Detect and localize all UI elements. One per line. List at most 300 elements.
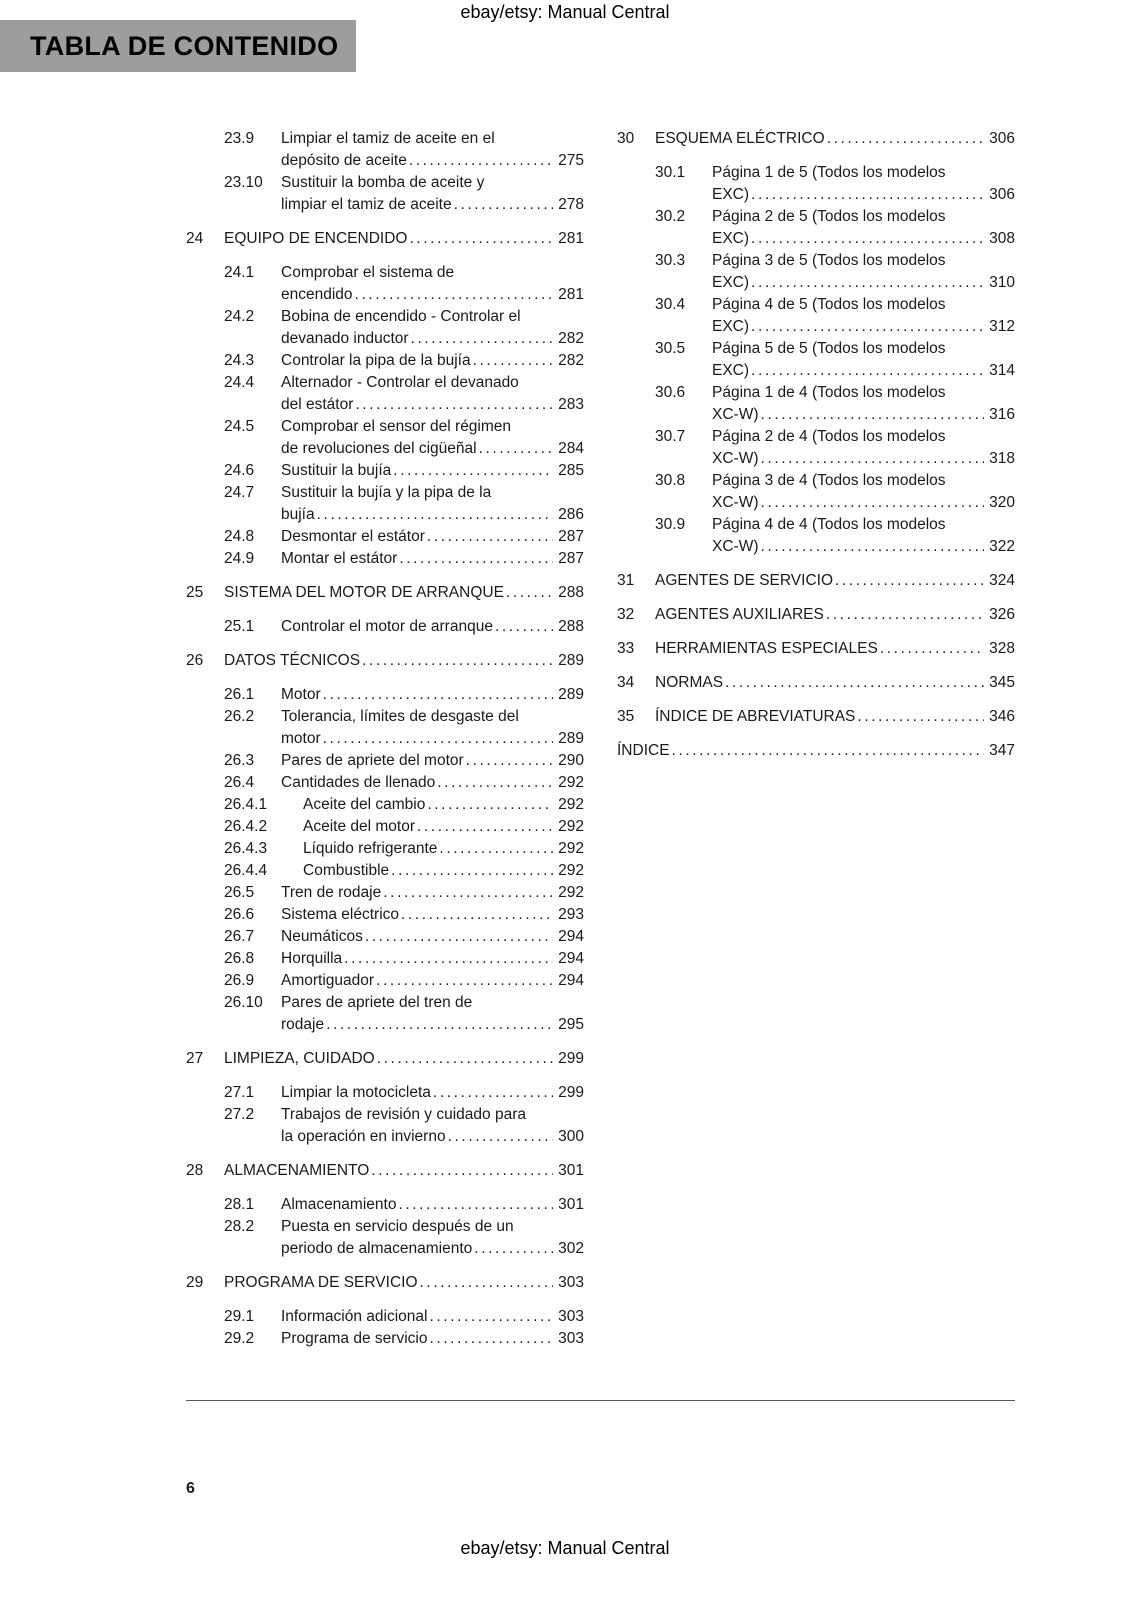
toc-entry-last-line bbox=[224, 1160, 584, 1182]
toc-entry-body bbox=[224, 1272, 584, 1294]
toc-entry-number: 24.2 bbox=[224, 308, 255, 325]
toc-entry-number: 30.3 bbox=[655, 252, 686, 269]
toc-entry-title-line: HERRAMIENTAS ESPECIALES bbox=[655, 640, 878, 657]
toc-entry bbox=[186, 1194, 584, 1216]
leader-dots bbox=[427, 794, 553, 816]
toc-entry-title-line: XC-W) bbox=[712, 494, 759, 511]
toc-entry bbox=[617, 638, 1015, 660]
leader-dots bbox=[761, 448, 985, 470]
toc-entry-title-line: ÍNDICE bbox=[617, 742, 670, 759]
toc-entry-number: 23.9 bbox=[224, 130, 255, 147]
toc-entry bbox=[186, 306, 584, 350]
toc-entry-number: 30 bbox=[617, 130, 635, 147]
toc-entry-number: 34 bbox=[617, 674, 635, 691]
leader-dots bbox=[827, 128, 984, 150]
toc-entry-page: 324 bbox=[989, 572, 1015, 589]
toc-entry-body bbox=[281, 416, 584, 460]
toc-entry bbox=[617, 338, 1015, 382]
toc-entry-title-line: EXC) bbox=[712, 186, 750, 203]
toc-entry-last-line bbox=[303, 794, 584, 816]
toc-entry-title-line: Alternador - Controlar el devanado bbox=[281, 374, 519, 391]
toc-entry-page: 322 bbox=[989, 538, 1015, 555]
toc-entry bbox=[186, 706, 584, 750]
toc-entry-body bbox=[281, 772, 584, 794]
toc-entry-title-line: Controlar el motor de arranque bbox=[281, 618, 493, 635]
toc-entry-number: 26 bbox=[186, 652, 204, 669]
toc-entry-number: 26.7 bbox=[224, 928, 255, 945]
toc-entry bbox=[186, 1160, 584, 1182]
toc-entry bbox=[617, 382, 1015, 426]
toc-entry-body bbox=[281, 882, 584, 904]
toc-entry-last-line bbox=[281, 948, 584, 970]
toc-entry-last-line bbox=[281, 284, 584, 306]
toc-entry-number: 26.8 bbox=[224, 950, 255, 967]
toc-entry-title-line: Sustituir la bomba de aceite y bbox=[281, 174, 485, 191]
toc-entry-last-line bbox=[224, 1048, 584, 1070]
toc-entry-title-line: Página 3 de 5 (Todos los modelos bbox=[712, 252, 946, 269]
toc-entry-last-line bbox=[281, 328, 584, 350]
toc-entry bbox=[186, 262, 584, 306]
toc-entry-body bbox=[281, 706, 584, 750]
toc-entry-page: 292 bbox=[558, 818, 584, 835]
leader-dots bbox=[409, 228, 553, 250]
toc-entry-title-line: depósito de aceite bbox=[281, 152, 407, 169]
toc-entry bbox=[186, 816, 584, 838]
toc-entry-body bbox=[281, 970, 584, 992]
toc-entry-title-line: Página 4 de 5 (Todos los modelos bbox=[712, 296, 946, 313]
toc-entry-number: 26.4.4 bbox=[224, 862, 268, 879]
toc-entry-title-line: Motor bbox=[281, 686, 321, 703]
toc-entry-body bbox=[281, 1306, 584, 1328]
toc-entry-number: 26.4.2 bbox=[224, 818, 268, 835]
toc-entry-last-line bbox=[655, 128, 1015, 150]
toc-entry-title-line: Comprobar el sistema de bbox=[281, 264, 455, 281]
leader-dots bbox=[826, 604, 984, 626]
toc-entry-last-line bbox=[281, 438, 584, 460]
toc-entry-body bbox=[281, 948, 584, 970]
toc-column-right bbox=[617, 128, 1015, 1350]
leader-dots bbox=[317, 504, 554, 526]
toc-entry-last-line bbox=[224, 582, 584, 604]
toc-entry bbox=[617, 570, 1015, 592]
toc-entry-number: 26.4 bbox=[224, 774, 255, 791]
toc-entry-body bbox=[281, 460, 584, 482]
toc-entry-page: 292 bbox=[558, 884, 584, 901]
toc-entry-title-line: devanado inductor bbox=[281, 330, 409, 347]
toc-entry-number: 30.4 bbox=[655, 296, 686, 313]
toc-entry-number: 30.5 bbox=[655, 340, 686, 357]
toc-entry-body bbox=[712, 250, 1015, 294]
toc-entry-last-line bbox=[281, 460, 584, 482]
toc-entry-body bbox=[281, 350, 584, 372]
toc-entry-last-line bbox=[281, 1328, 584, 1350]
leader-dots bbox=[429, 1328, 553, 1350]
toc-entry bbox=[186, 992, 584, 1036]
toc-entry bbox=[186, 172, 584, 216]
leader-dots bbox=[383, 882, 553, 904]
toc-entry-page: 306 bbox=[989, 186, 1015, 203]
toc-entry-number: 30.7 bbox=[655, 428, 686, 445]
toc-entry-page: 275 bbox=[558, 152, 584, 169]
toc-entry-last-line bbox=[712, 360, 1015, 382]
toc-entry-page: 281 bbox=[558, 286, 584, 303]
toc-entry-last-line bbox=[281, 350, 584, 372]
toc-entry-last-line bbox=[281, 882, 584, 904]
toc-entry bbox=[617, 514, 1015, 558]
toc-entry-title-line: Amortiguador bbox=[281, 972, 375, 989]
toc-entry-title-line: Pares de apriete del tren de bbox=[281, 994, 473, 1011]
leader-dots bbox=[857, 706, 984, 728]
toc-entry bbox=[186, 372, 584, 416]
leader-dots bbox=[326, 1014, 553, 1036]
toc-entry-body bbox=[281, 262, 584, 306]
toc-entry bbox=[186, 926, 584, 948]
toc-entry-body bbox=[281, 372, 584, 416]
toc-entry-page: 314 bbox=[989, 362, 1015, 379]
toc-entry-title-line: ALMACENAMIENTO bbox=[224, 1162, 370, 1179]
toc-entry-title-line: EXC) bbox=[712, 318, 750, 335]
toc-entry bbox=[617, 162, 1015, 206]
toc-entry-last-line bbox=[712, 272, 1015, 294]
toc-entry-body bbox=[712, 206, 1015, 250]
toc-entry bbox=[617, 672, 1015, 694]
toc-entry bbox=[186, 228, 584, 250]
toc-entry-last-line bbox=[281, 504, 584, 526]
toc-entry-last-line bbox=[281, 1082, 584, 1104]
toc-entry-title-line: Bobina de encendido - Controlar el bbox=[281, 308, 521, 325]
leader-dots bbox=[454, 194, 554, 216]
leader-dots bbox=[401, 904, 553, 926]
leader-dots bbox=[439, 838, 553, 860]
toc-entry-body bbox=[303, 816, 584, 838]
toc-entry-body bbox=[281, 128, 584, 172]
toc-entry-page: 295 bbox=[558, 1016, 584, 1033]
toc-entry-body bbox=[712, 294, 1015, 338]
toc-entry-body bbox=[655, 570, 1015, 592]
toc-entry-last-line bbox=[281, 548, 584, 570]
toc-entry-title-line: Página 1 de 5 (Todos los modelos bbox=[712, 164, 946, 181]
toc-entry-page: 299 bbox=[558, 1050, 584, 1067]
toc-entry-title-line: DATOS TÉCNICOS bbox=[224, 652, 361, 669]
toc-entry-number: 27.1 bbox=[224, 1084, 255, 1101]
leader-dots bbox=[751, 228, 984, 250]
toc-entry-body bbox=[281, 1104, 584, 1148]
leader-dots bbox=[448, 1126, 554, 1148]
toc-entry-title-line: Programa de servicio bbox=[281, 1330, 428, 1347]
toc-entry bbox=[617, 294, 1015, 338]
toc-entry-title-line: Información adicional bbox=[281, 1308, 428, 1325]
toc-entry-body bbox=[281, 904, 584, 926]
toc-entry-body bbox=[281, 548, 584, 570]
toc-entry bbox=[186, 772, 584, 794]
toc-entry-page: 288 bbox=[558, 584, 584, 601]
toc-entry-last-line bbox=[712, 228, 1015, 250]
toc-entry-page: 306 bbox=[989, 130, 1015, 147]
toc-entry-last-line bbox=[281, 772, 584, 794]
toc-entry bbox=[617, 128, 1015, 150]
toc-entry-number: 26.10 bbox=[224, 994, 263, 1011]
toc-entry-title-line: Neumáticos bbox=[281, 928, 363, 945]
toc-entry-page: 300 bbox=[558, 1128, 584, 1145]
toc-entry-title-line: Sistema eléctrico bbox=[281, 906, 400, 923]
toc-entry-title-line: XC-W) bbox=[712, 450, 759, 467]
toc-column-left bbox=[186, 128, 584, 1350]
toc-entry-page: 289 bbox=[558, 730, 584, 747]
leader-dots bbox=[355, 284, 554, 306]
toc-entry-last-line bbox=[281, 1238, 584, 1260]
toc-entry-title-line: Líquido refrigerante bbox=[303, 840, 438, 857]
toc-entry-number: 26.1 bbox=[224, 686, 255, 703]
toc-entry-page: 316 bbox=[989, 406, 1015, 423]
toc-entry-body bbox=[303, 860, 584, 882]
leader-dots bbox=[393, 460, 553, 482]
leader-dots bbox=[880, 638, 984, 660]
toc-entry-page: 286 bbox=[558, 506, 584, 523]
toc-entry-title-line: Desmontar el estátor bbox=[281, 528, 425, 545]
toc-entry-last-line bbox=[281, 150, 584, 172]
toc-entry-body bbox=[712, 162, 1015, 206]
toc-entry bbox=[186, 948, 584, 970]
toc-entry-body bbox=[224, 650, 584, 672]
toc-entry bbox=[186, 882, 584, 904]
toc-entry bbox=[186, 1104, 584, 1148]
toc-entry-title-line: AGENTES AUXILIARES bbox=[655, 606, 824, 623]
toc-entry-last-line bbox=[712, 184, 1015, 206]
toc-entry-number: 26.6 bbox=[224, 906, 255, 923]
toc-entry-title-line: EXC) bbox=[712, 230, 750, 247]
toc-entry-number: 30.1 bbox=[655, 164, 686, 181]
toc-entry-page: 301 bbox=[558, 1162, 584, 1179]
toc-entry-title-line: Página 2 de 5 (Todos los modelos bbox=[712, 208, 946, 225]
toc-entry-page: 299 bbox=[558, 1084, 584, 1101]
leader-dots bbox=[761, 536, 985, 558]
toc-entry-number: 26.9 bbox=[224, 972, 255, 989]
toc-entry-title-line: Aceite del cambio bbox=[303, 796, 426, 813]
toc-entry-page: 303 bbox=[558, 1274, 584, 1291]
toc-entry-body bbox=[224, 582, 584, 604]
toc-entry bbox=[186, 904, 584, 926]
toc-entry-number: 24.4 bbox=[224, 374, 255, 391]
toc-entry-title-line: Sustituir la bujía y la pipa de la bbox=[281, 484, 492, 501]
toc-entry-last-line bbox=[281, 1306, 584, 1328]
toc-entry-page: 294 bbox=[558, 950, 584, 967]
toc-entry-page: 283 bbox=[558, 396, 584, 413]
toc-entry-page: 289 bbox=[558, 686, 584, 703]
toc-entry bbox=[617, 706, 1015, 728]
toc-entry-title-line: Almacenamiento bbox=[281, 1196, 397, 1213]
leader-dots bbox=[466, 750, 553, 772]
toc-entry bbox=[186, 128, 584, 172]
toc-entry-number: 24.8 bbox=[224, 528, 255, 545]
toc-entry-last-line bbox=[712, 316, 1015, 338]
leader-dots bbox=[409, 150, 553, 172]
toc-entry bbox=[617, 426, 1015, 470]
toc-entry-page: 328 bbox=[989, 640, 1015, 657]
toc-entry-number: 24.7 bbox=[224, 484, 255, 501]
toc-entry-number: 30.8 bbox=[655, 472, 686, 489]
toc-entry bbox=[186, 548, 584, 570]
toc-entry-body bbox=[281, 482, 584, 526]
toc-entry-number: 28.2 bbox=[224, 1218, 255, 1235]
toc-entry-last-line bbox=[281, 394, 584, 416]
toc-entry-body bbox=[655, 672, 1015, 694]
footer-page-number: 6 bbox=[186, 1480, 195, 1497]
toc-entry-body bbox=[281, 1216, 584, 1260]
toc-entry-last-line bbox=[224, 650, 584, 672]
toc-entry-last-line bbox=[281, 684, 584, 706]
toc-entry-body bbox=[303, 794, 584, 816]
leader-dots bbox=[362, 650, 553, 672]
toc-entry-number: 25.1 bbox=[224, 618, 255, 635]
toc-entry-title-line: Aceite del motor bbox=[303, 818, 415, 835]
leader-dots bbox=[411, 328, 554, 350]
toc-entry-title-line: Sustituir la bujía bbox=[281, 462, 392, 479]
leader-dots bbox=[391, 860, 553, 882]
leader-dots bbox=[751, 184, 984, 206]
toc-entry bbox=[617, 740, 1015, 762]
leader-dots bbox=[365, 926, 553, 948]
toc-entry-number: 27.2 bbox=[224, 1106, 255, 1123]
toc-entry-page: 347 bbox=[989, 742, 1015, 759]
toc-entry-title-line: de revoluciones del cigüeñal bbox=[281, 440, 477, 457]
toc-entry-number: 28 bbox=[186, 1162, 204, 1179]
toc-entry-title-line: rodaje bbox=[281, 1016, 325, 1033]
leader-dots bbox=[835, 570, 984, 592]
toc-entry-number: 29.1 bbox=[224, 1308, 255, 1325]
toc-entry-number: 35 bbox=[617, 708, 635, 725]
toc-entry-body bbox=[281, 1194, 584, 1216]
toc-entry-number: 24.1 bbox=[224, 264, 255, 281]
toc-entry bbox=[186, 970, 584, 992]
toc-entry-title-line: Página 4 de 4 (Todos los modelos bbox=[712, 516, 946, 533]
toc-entry-title-line: Página 2 de 4 (Todos los modelos bbox=[712, 428, 946, 445]
toc-entry-number: 24.6 bbox=[224, 462, 255, 479]
toc-entry-page: 326 bbox=[989, 606, 1015, 623]
toc-entry-body bbox=[655, 638, 1015, 660]
leader-dots bbox=[725, 672, 984, 694]
toc-entry-title-line: Combustible bbox=[303, 862, 390, 879]
toc-entry-page: 287 bbox=[558, 528, 584, 545]
leader-dots bbox=[473, 350, 554, 372]
toc-entry-number: 30.6 bbox=[655, 384, 686, 401]
toc-entry-number: 26.4.3 bbox=[224, 840, 268, 857]
toc-entry-title-line: periodo de almacenamiento bbox=[281, 1240, 473, 1257]
toc-entry-number: 33 bbox=[617, 640, 635, 657]
toc-entry-title-line: Puesta en servicio después de un bbox=[281, 1218, 514, 1235]
toc-entry-body bbox=[655, 128, 1015, 150]
toc-entry bbox=[186, 416, 584, 460]
toc-entry-body bbox=[281, 992, 584, 1036]
leader-dots bbox=[479, 438, 554, 460]
toc-entry-number: 26.3 bbox=[224, 752, 255, 769]
toc-entry-page: 293 bbox=[558, 906, 584, 923]
toc-entry-page: 284 bbox=[558, 440, 584, 457]
toc-entry-last-line bbox=[281, 750, 584, 772]
toc-entry bbox=[186, 650, 584, 672]
toc-entry-body bbox=[281, 750, 584, 772]
toc-entry-number: 23.10 bbox=[224, 174, 263, 191]
toc-entry-last-line bbox=[617, 740, 1015, 762]
toc-entry-last-line bbox=[281, 1014, 584, 1036]
toc-entry-title-line: Página 3 de 4 (Todos los modelos bbox=[712, 472, 946, 489]
leader-dots bbox=[506, 582, 553, 604]
toc-entry bbox=[617, 470, 1015, 514]
leader-dots bbox=[323, 684, 554, 706]
toc-entry-body bbox=[281, 926, 584, 948]
toc-entry-last-line bbox=[281, 526, 584, 548]
toc-entry bbox=[186, 750, 584, 772]
toc-entry-number: 29.2 bbox=[224, 1330, 255, 1347]
toc-entry-title-line: XC-W) bbox=[712, 406, 759, 423]
leader-dots bbox=[429, 1306, 553, 1328]
toc-entry-page: 282 bbox=[558, 330, 584, 347]
toc-entry-body bbox=[281, 1328, 584, 1350]
toc-entry-page: 320 bbox=[989, 494, 1015, 511]
leader-dots bbox=[376, 970, 553, 992]
toc-entry-title-line: Limpiar la motocicleta bbox=[281, 1084, 431, 1101]
leader-dots bbox=[399, 548, 553, 570]
toc-entry bbox=[186, 860, 584, 882]
toc-entry-last-line bbox=[655, 672, 1015, 694]
leader-dots bbox=[751, 360, 984, 382]
toc-entry bbox=[617, 250, 1015, 294]
toc-entry-last-line bbox=[655, 570, 1015, 592]
toc-entry-last-line bbox=[281, 1194, 584, 1216]
toc-entry-title-line: LIMPIEZA, CUIDADO bbox=[224, 1050, 375, 1067]
toc-entry-last-line bbox=[655, 638, 1015, 660]
leader-dots bbox=[417, 816, 553, 838]
toc-entry-page: 318 bbox=[989, 450, 1015, 467]
toc-entry-page: 301 bbox=[558, 1196, 584, 1213]
toc-entry-body bbox=[712, 470, 1015, 514]
toc-entry-last-line bbox=[281, 970, 584, 992]
leader-dots bbox=[495, 616, 553, 638]
toc-entry-number: 24.5 bbox=[224, 418, 255, 435]
toc-entry-page: 288 bbox=[558, 618, 584, 635]
title-bar bbox=[0, 20, 356, 72]
leader-dots bbox=[751, 272, 984, 294]
toc-entry-title-line: EXC) bbox=[712, 362, 750, 379]
toc-entry-body bbox=[281, 616, 584, 638]
leader-dots bbox=[433, 1082, 553, 1104]
toc-entry-number: 24.3 bbox=[224, 352, 255, 369]
toc-entry-page: 308 bbox=[989, 230, 1015, 247]
toc-entry-page: 282 bbox=[558, 352, 584, 369]
toc-entry-title-line: ÍNDICE DE ABREVIATURAS bbox=[655, 708, 856, 725]
toc-entry bbox=[186, 684, 584, 706]
toc-entry-last-line bbox=[281, 728, 584, 750]
toc-entry-title-line: del estátor bbox=[281, 396, 354, 413]
leader-dots bbox=[398, 1194, 553, 1216]
toc-entry bbox=[186, 616, 584, 638]
toc-entry-number: 26.4.1 bbox=[224, 796, 268, 813]
toc-entry-last-line bbox=[281, 904, 584, 926]
toc-entry-number: 27 bbox=[186, 1050, 204, 1067]
leader-dots bbox=[437, 772, 553, 794]
toc-entry-title-line: Tolerancia, límites de desgaste del bbox=[281, 708, 519, 725]
toc-entry-page: 292 bbox=[558, 774, 584, 791]
toc-entry-page: 345 bbox=[989, 674, 1015, 691]
toc-entry-title-line: Cantidades de llenado bbox=[281, 774, 436, 791]
toc-entry-last-line bbox=[281, 194, 584, 216]
toc-entry-title-line: motor bbox=[281, 730, 321, 747]
toc-entry-body bbox=[303, 838, 584, 860]
toc-entry bbox=[186, 1048, 584, 1070]
leader-dots bbox=[761, 404, 985, 426]
toc-entry-number: 28.1 bbox=[224, 1196, 255, 1213]
toc-entry bbox=[186, 838, 584, 860]
toc-entry-last-line bbox=[712, 492, 1015, 514]
